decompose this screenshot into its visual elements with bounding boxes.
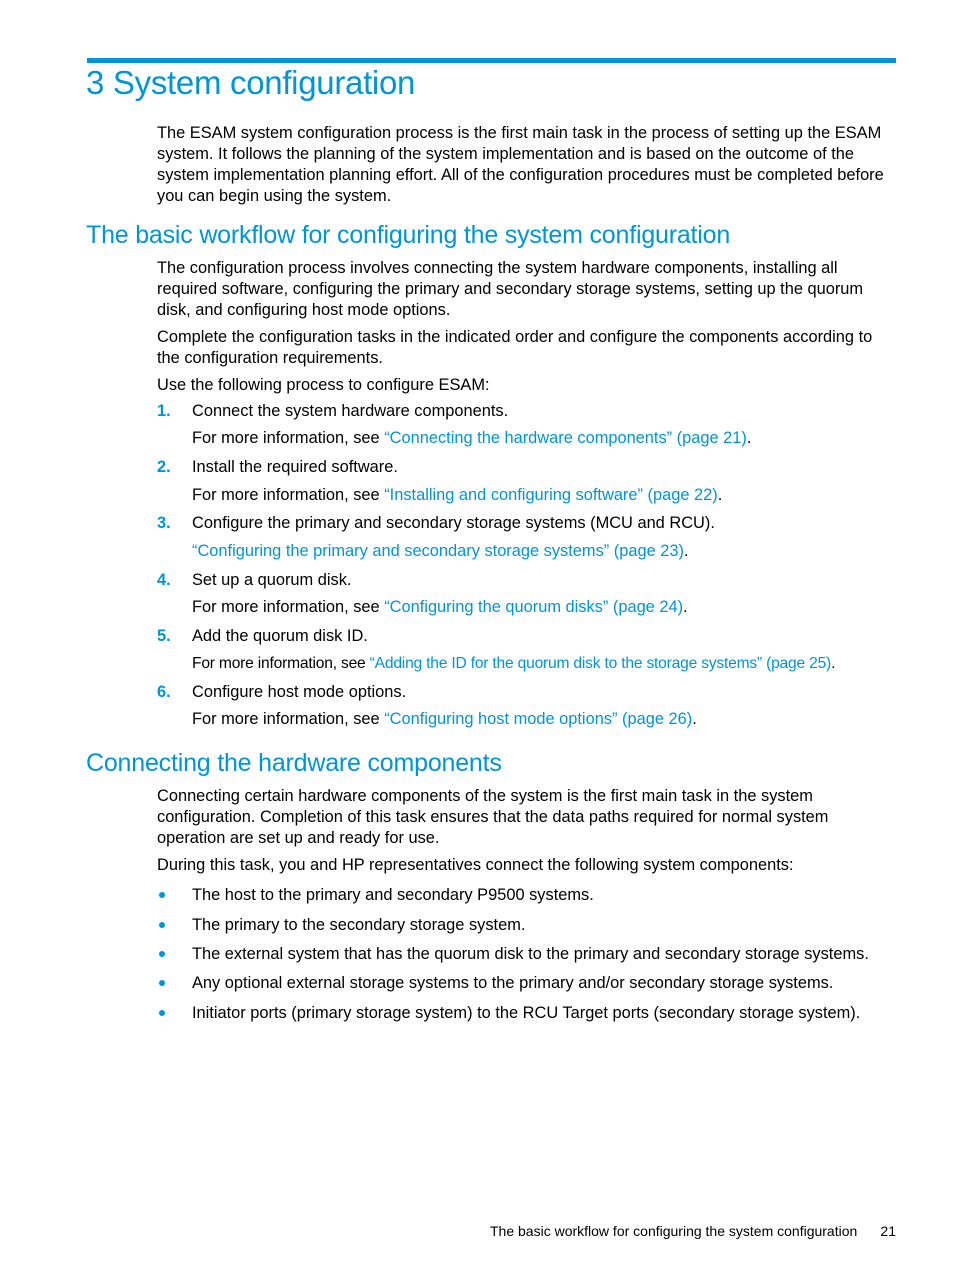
step-number: 6. (157, 683, 171, 701)
more-info-suffix: . (717, 486, 723, 504)
list-item: The host to the primary and secondary P9500 systems. (192, 886, 594, 904)
more-info-suffix: . (683, 542, 689, 560)
step-more-info (192, 428, 751, 449)
more-info-suffix: . (831, 655, 836, 672)
step-more-info (192, 597, 688, 618)
list-item: The external system that has the quorum disk to the primary and secondary storage systems. (192, 945, 869, 963)
cross-reference-link[interactable]: “Configuring host mode options” (page 26) (384, 710, 693, 728)
more-info-suffix: . (683, 598, 688, 616)
footer-running-title: The basic workflow for configuring the system configuration (490, 1223, 858, 1239)
list-item: The primary to the secondary storage system. (192, 916, 526, 934)
more-info-prefix: For more information, see (192, 655, 370, 672)
cross-reference-link[interactable]: “Connecting the hardware components” (page 21) (384, 429, 747, 447)
step-number: 2. (157, 458, 171, 476)
step-text: Connect the system hardware components. (192, 402, 509, 420)
step-number: 4. (157, 571, 171, 589)
hardware-paragraph-1: Connecting certain hardware components of the system is the first main task in the system configuration. Completion of this task ensures that the data paths required for normal system operation are set up and ready for use. (157, 787, 829, 847)
step-text: Install the required software. (192, 458, 398, 476)
cross-reference-link[interactable]: “Adding the ID for the quorum disk to the storage systems” (page 25) (369, 655, 832, 672)
more-info-prefix: For more information, see (192, 429, 385, 447)
bullet-icon (159, 892, 165, 898)
more-info-prefix: For more information, see (192, 598, 385, 616)
more-info-prefix: For more information, see (192, 710, 385, 728)
list-item: Any optional external storage systems to the primary and/or secondary storage systems. (192, 974, 834, 992)
more-info-suffix: . (746, 429, 752, 447)
bullet-icon (159, 980, 165, 986)
step-text: Add the quorum disk ID. (192, 627, 368, 645)
workflow-paragraph-1: The configuration process involves connecting the system hardware components, installing all required software, configuring the primary and secondary storage systems, setting up the quorum disk, and configuring host mode options. (157, 259, 864, 319)
step-more-info (192, 709, 697, 730)
chapter-top-rule (87, 58, 896, 63)
step-number: 1. (157, 402, 171, 420)
step-number: 5. (157, 627, 171, 645)
section-heading-workflow: The basic workflow for configuring the system configuration (86, 221, 731, 249)
workflow-paragraph-2: Complete the configuration tasks in the indicated order and configure the components according to the configuration requirements. (157, 328, 873, 367)
more-info-prefix: For more information, see (192, 486, 385, 504)
bullet-icon (159, 922, 165, 928)
chapter-intro: The ESAM system configuration process is the first main task in the process of setting up the ESAM system. It follows the planning of the system implementation and is based on the outcome of the system implementation planning effort. All of the configuration procedures must be completed before you can begin using the system. (157, 124, 884, 205)
hardware-paragraph-2: During this task, you and HP representatives connect the following system components: (157, 856, 794, 874)
more-info-suffix: . (692, 710, 697, 728)
step-number: 3. (157, 514, 171, 532)
page-footer (490, 1222, 896, 1240)
cross-reference-link[interactable]: “Configuring the primary and secondary storage systems” (page 23) (192, 542, 684, 560)
page-number: 21 (880, 1223, 896, 1239)
step-text: Configure the primary and secondary storage systems (MCU and RCU). (192, 514, 715, 532)
workflow-paragraph-3: Use the following process to configure ESAM: (157, 376, 490, 394)
cross-reference-link[interactable]: “Installing and configuring software” (page 22) (384, 486, 718, 504)
step-text: Configure host mode options. (192, 683, 407, 701)
step-more-info (192, 485, 722, 506)
chapter-title: 3 System configuration (86, 64, 416, 101)
cross-reference-link[interactable]: “Configuring the quorum disks” (page 24) (384, 598, 684, 616)
step-more-info (192, 653, 835, 674)
list-item: Initiator ports (primary storage system) to the RCU Target ports (secondary storage system). (192, 1004, 861, 1022)
bullet-icon (159, 951, 165, 957)
section-heading-hardware: Connecting the hardware components (86, 749, 502, 777)
step-more-info (192, 541, 689, 562)
step-text: Set up a quorum disk. (192, 571, 352, 589)
bullet-icon (159, 1010, 165, 1016)
